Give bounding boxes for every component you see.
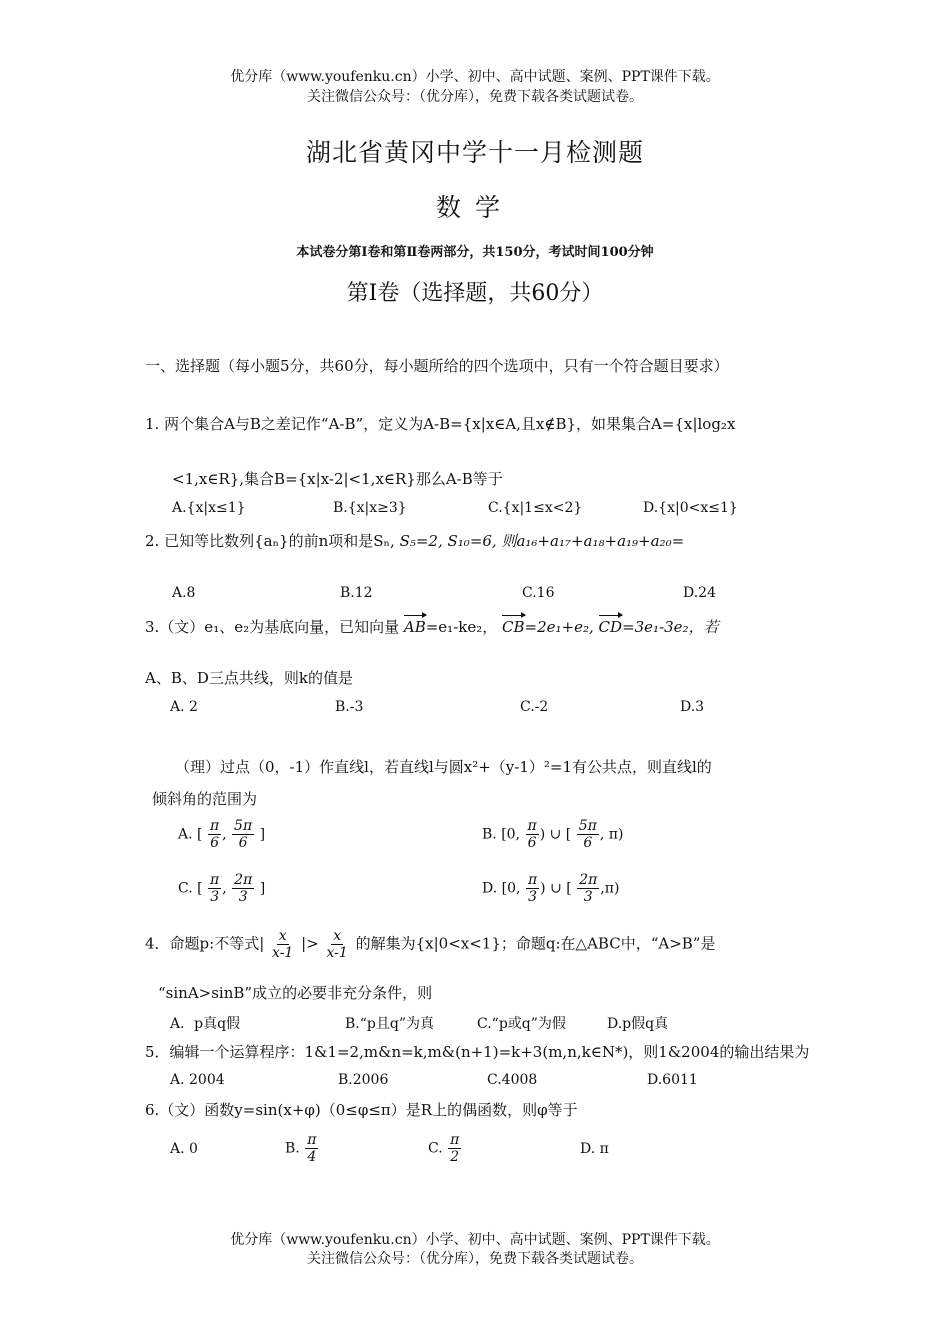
q3li-c-label: C.: [178, 880, 193, 897]
fraction-pi-6: [526, 818, 539, 851]
fraction-denominator: 3: [238, 889, 248, 905]
fraction-denominator: 6: [527, 835, 537, 851]
q5-option-a: A. 2004: [170, 1072, 225, 1088]
q2-text: [145, 530, 684, 551]
q5-line1: 5．编辑一个运算程序：1&1=2,m&n=k,m&(n+1)=k+3(m,n,k∈N*)，则1&2004的输出结果为: [145, 1043, 810, 1061]
q1-line2: <1,x∈R},集合B={x|x-2|<1,x∈R}那么A-B等于: [172, 470, 503, 488]
header-line-2: 关注微信公众号：（优分库），免费下载各类试题试卷。: [307, 89, 643, 105]
q3li-d-label: D.: [482, 880, 498, 897]
bracket-open: [: [197, 880, 203, 897]
fraction-2pi-3: [577, 872, 599, 905]
q2-option-c: C.16: [522, 585, 555, 601]
volume-title: 第Ⅰ卷（选择题，共60分）: [346, 281, 604, 306]
vector-cb: CB: [502, 618, 525, 636]
fraction-5pi-6: [577, 818, 599, 851]
q4-option-a: A．p真q假: [170, 1016, 241, 1032]
vector-ab: AB: [403, 618, 426, 636]
union-symbol: ∪: [549, 826, 562, 843]
fraction-denominator: 6: [210, 835, 219, 851]
zero-value: 0: [506, 826, 516, 843]
fraction-numerator: 2π: [579, 872, 598, 888]
section-heading: 一、选择题（每小题5分，共60分，每小题所给的四个选项中，只有一个符合题目要求）: [145, 357, 729, 375]
q3-stem: 3.（文）e₁、e₂为基底向量，已知向量: [145, 618, 400, 636]
exam-note: 本试卷分第Ⅰ卷和第Ⅱ卷两部分，共150分，考试时间100分钟: [296, 245, 654, 260]
header-line-1: 优分库（www.youfenku.cn）小学、初中、高中试题、案例、PPT课件下载。: [230, 69, 720, 85]
fraction-numerator: π: [209, 818, 220, 834]
fraction-pi-4: [305, 1132, 318, 1165]
fraction-numerator: π: [307, 1132, 317, 1148]
q2-option-a: A.8: [172, 585, 196, 601]
footer-line-1: 优分库（www.youfenku.cn）小学、初中、高中试题、案例、PPT课件下载。: [230, 1232, 720, 1248]
fraction-denominator: 3: [583, 889, 593, 905]
q3-option-b: B.-3: [335, 699, 364, 715]
q3li-line2: 倾斜角的范围为: [152, 790, 258, 808]
exam-title: 湖北省黄冈中学十一月检测题: [305, 138, 644, 167]
q3li-option-a: A. [ $\frac{\pi}{6}$ , $\frac{5\pi}{6}$ ]: [178, 818, 266, 851]
fraction-numerator: 2π: [234, 872, 253, 888]
q3li-option-b: B. [0, $\frac{\pi}{6}$ ) ∪ [ $\frac{5\pi}{6}$ , π): [482, 818, 624, 851]
vector-ab-expr: =e₁-ke₂，: [425, 618, 498, 636]
fraction-denominator: 6: [583, 835, 593, 851]
q6-option-b: [285, 1132, 319, 1165]
fraction-pi-2: [448, 1132, 461, 1165]
fraction-denominator: 3: [210, 889, 220, 905]
zero-value: 0: [507, 880, 517, 897]
bracket-close: ]: [259, 826, 266, 843]
q3-line1: [145, 616, 719, 637]
q1-option-c: C.{x|1≤x<2}: [488, 500, 583, 516]
fraction-numerator: x: [333, 928, 342, 944]
fraction-numerator: x: [278, 928, 287, 944]
q3li-option-d: D. [0, $\frac{\pi}{3}$ ) ∪ [ $\frac{2\pi}{3}$ ,π): [482, 872, 620, 905]
q1-line1: 1. 两个集合A与B之差记作“A-B”，定义为A-B={x|x∈A,且x∉B}，如果集合A={x|log₂x: [145, 415, 736, 433]
q3-option-d: D.3: [680, 699, 705, 715]
q4-option-d: D.p假q真: [607, 1016, 669, 1032]
q2-stem: 2. 已知等比数列{aₙ}的前n项和是Sₙ,: [145, 532, 395, 550]
q4-option-b: B.“p且q”为真: [345, 1016, 434, 1032]
fraction-pi-6: [208, 818, 221, 851]
bracket-open: [: [501, 880, 508, 897]
pi-value: π: [608, 826, 618, 843]
q4-option-c: C.“p或q”为假: [477, 1016, 566, 1032]
fraction-denominator: 4: [307, 1149, 317, 1165]
q6-line1: 6.（文）函数y=sin(x+φ)（0≤φ≤π）是R上的偶函数，则φ等于: [145, 1101, 578, 1119]
fraction-denominator: x-1: [272, 945, 294, 961]
fraction-denominator: 3: [528, 889, 537, 905]
fraction-x-over-x-1: [325, 928, 350, 961]
q6-b-label: B.: [285, 1140, 300, 1157]
q6-option-c: [428, 1132, 462, 1165]
q4-prefix: 4．命题p:不等式|: [145, 934, 265, 953]
fraction-numerator: π: [527, 818, 537, 834]
q3li-b-label: B.: [482, 826, 497, 843]
pi-value: π: [604, 880, 614, 897]
q3li-line1: （理）过点（0，-1）作直线l，若直线l与圆x²+（y-1）²=1有公共点，则直线l的: [175, 758, 712, 776]
q5-option-c: C.4008: [487, 1072, 538, 1088]
fraction-pi-3: [208, 872, 221, 905]
bracket-open: [: [197, 826, 203, 843]
fraction-denominator: 6: [238, 835, 248, 851]
q4-mid: |>: [301, 934, 319, 953]
fraction-numerator: π: [527, 872, 538, 888]
bracket-open: [: [501, 826, 507, 843]
fraction-denominator: x-1: [326, 945, 348, 961]
q5-option-d: D.6011: [647, 1072, 698, 1088]
q3-option-c: C.-2: [520, 699, 549, 715]
vector-cd-expr: =3e₁-3e₂，若: [622, 618, 719, 636]
q2-option-b: B.12: [340, 585, 373, 601]
q3-line2: A、B、D三点共线，则k的值是: [145, 669, 353, 687]
q2-formula: S₅=2, S₁₀=6, 则a₁₆+a₁₇+a₁₈+a₁₉+a₂₀=: [399, 532, 685, 550]
q3-option-a: A. 2: [170, 699, 198, 715]
q6-option-d: D. π: [580, 1141, 609, 1157]
q3li-option-c: C. [ $\frac{\pi}{3}$ , $\frac{2\pi}{3}$ ]: [178, 872, 266, 905]
exam-subject: 数学: [435, 193, 514, 222]
fraction-pi-3: [526, 872, 539, 905]
q4-suffix: 的解集为{x|0<x<1}；命题q:在△ABC中，“A>B”是: [355, 934, 716, 953]
fraction-2pi-3: [232, 872, 254, 905]
fraction-numerator: 5π: [578, 818, 597, 834]
fraction-numerator: π: [210, 872, 220, 888]
q5-option-b: B.2006: [338, 1072, 389, 1088]
fraction-denominator: 2: [450, 1149, 460, 1165]
q1-option-d: D.{x|0<x≤1}: [643, 500, 738, 516]
q6-c-label: C.: [428, 1140, 443, 1157]
q2-option-d: D.24: [683, 585, 716, 601]
q1-option-b: B.{x|x≥3}: [333, 500, 407, 516]
vector-cb-expr: =2e₁+e₂,: [524, 618, 594, 636]
q6-option-a: A. 0: [170, 1141, 198, 1157]
q1-option-a: A.{x|x≤1}: [172, 500, 246, 516]
q4-line1: [145, 928, 715, 961]
vector-cd: CD: [598, 618, 623, 636]
footer-line-2: 关注微信公众号：（优分库），免费下载各类试题试卷。: [307, 1251, 643, 1267]
q3li-a-label: A.: [178, 826, 193, 843]
q4-line2: “sinA>sinB”成立的必要非充分条件，则: [158, 984, 433, 1002]
fraction-numerator: 5π: [234, 818, 253, 834]
fraction-5pi-6: [232, 818, 254, 851]
union-symbol: ∪: [550, 880, 562, 897]
fraction-numerator: π: [450, 1132, 460, 1148]
fraction-x-over-x-1: [270, 928, 295, 961]
bracket-close: ]: [259, 880, 266, 897]
